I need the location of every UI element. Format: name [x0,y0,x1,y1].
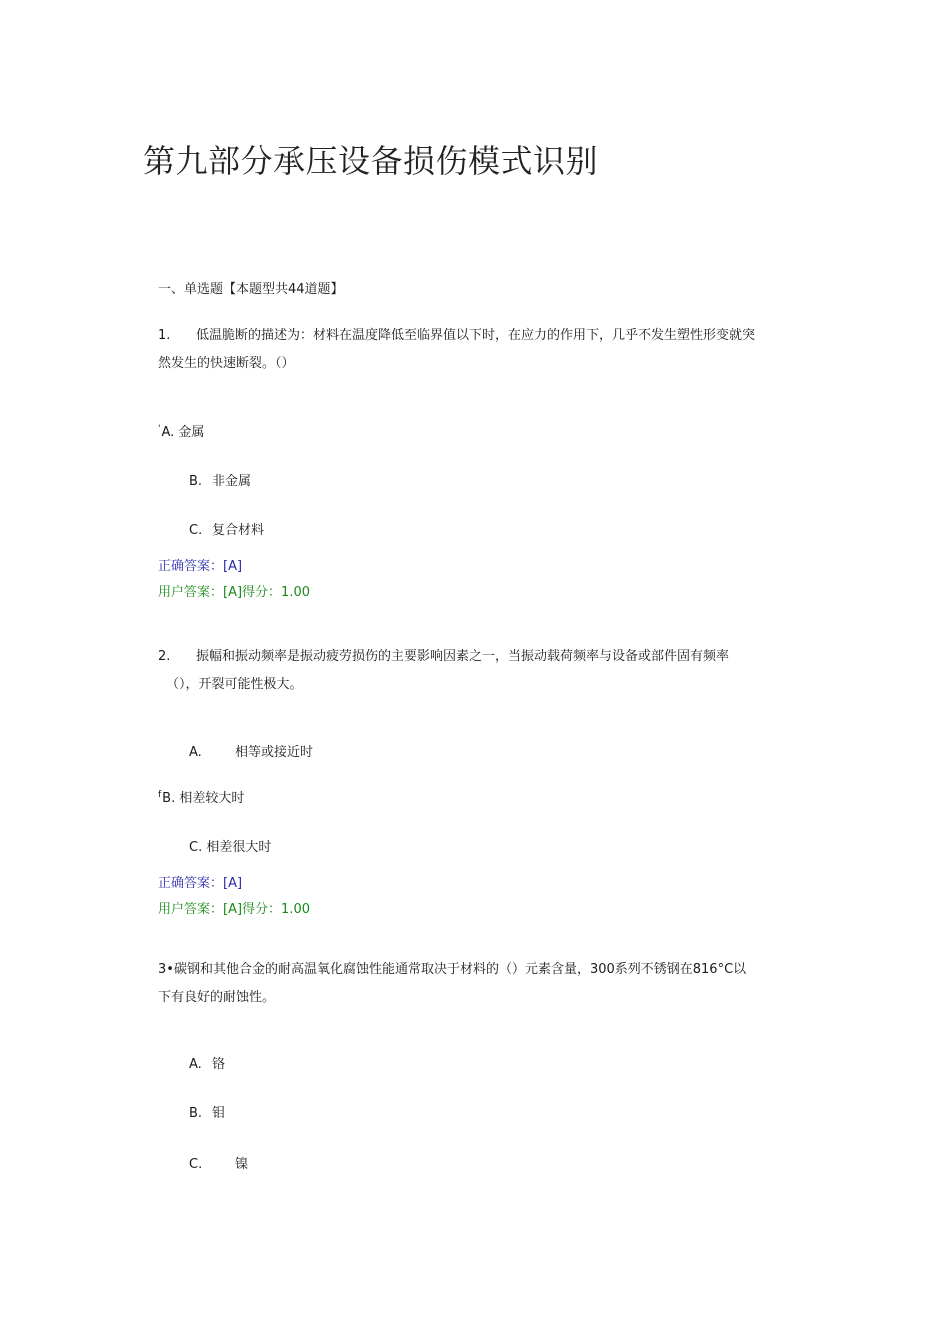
option-mark: ' [158,423,161,434]
option-label: B. [189,474,203,489]
option-text: 金属 [178,425,205,440]
page-title: 第九部分承压设备损伤模式识别 [143,142,599,180]
section-heading: 一、单选题【本题型共44道题】 [158,282,344,297]
option-label: B. [162,791,176,806]
option-label: C. [189,1157,203,1172]
question-2-line-1 [158,643,729,671]
option-label: A. [161,425,175,440]
question-2-option-b[interactable] [158,787,244,806]
question-3-line-2: 下有良好的耐蚀性。 [158,990,276,1005]
option-text: 铬 [212,1057,226,1072]
question-2-user-answer: 用户答案：[A]得分：1.00 [158,902,310,917]
question-2-number: 2. [158,649,171,664]
question-2-option-c[interactable] [189,836,271,855]
question-3-option-c[interactable] [189,1153,248,1172]
question-1-text: 低温脆断的描述为：材料在温度降低至临界值以下时，在应力的作用下，几乎不发生塑性形变就突 [196,328,756,343]
option-mark: f [158,789,162,800]
question-1-line-1 [158,322,755,350]
option-text: 复合材料 [212,523,265,538]
question-1-user-answer: 用户答案：[A]得分：1.00 [158,585,310,600]
option-label: C. [189,840,203,855]
question-1-number: 1. [158,328,171,343]
question-2-correct-answer: 正确答案：[A] [158,876,243,891]
question-3-text: 碳钢和其他合金的耐高温氧化腐蚀性能通常取决于材料的（）元素含量，300系列不锈钢在816°C以 [173,962,747,977]
option-label: B. [189,1106,203,1121]
question-2-text: 振幅和振动频率是振动疲劳损伤的主要影响因素之一，当振动载荷频率与设备或部件固有频率 [196,649,730,664]
option-label: A. [189,1057,202,1072]
option-text: 镍 [235,1157,249,1172]
question-2-line-2: （），开裂可能性极大。 [166,677,303,692]
question-3-number: 3• [158,962,174,977]
question-3-option-b[interactable] [189,1102,225,1121]
question-1-option-b[interactable] [189,470,251,489]
option-label: A. [189,745,202,760]
question-1-option-c[interactable] [189,519,264,538]
option-text: 相等或接近时 [235,745,314,760]
option-text: 相差很大时 [206,840,272,855]
question-3-line-1 [158,956,746,984]
question-1-line-2: 然发生的快速断裂。（） [158,356,295,371]
option-text: 非金属 [212,474,252,489]
question-2-option-a[interactable] [189,741,313,760]
option-label: C. [189,523,203,538]
option-text: 相差较大时 [179,791,245,806]
question-3-option-a[interactable] [189,1053,225,1072]
option-text: 钼 [212,1106,226,1121]
question-1-correct-answer: 正确答案：[A] [158,559,243,574]
question-1-option-a[interactable] [158,421,204,440]
